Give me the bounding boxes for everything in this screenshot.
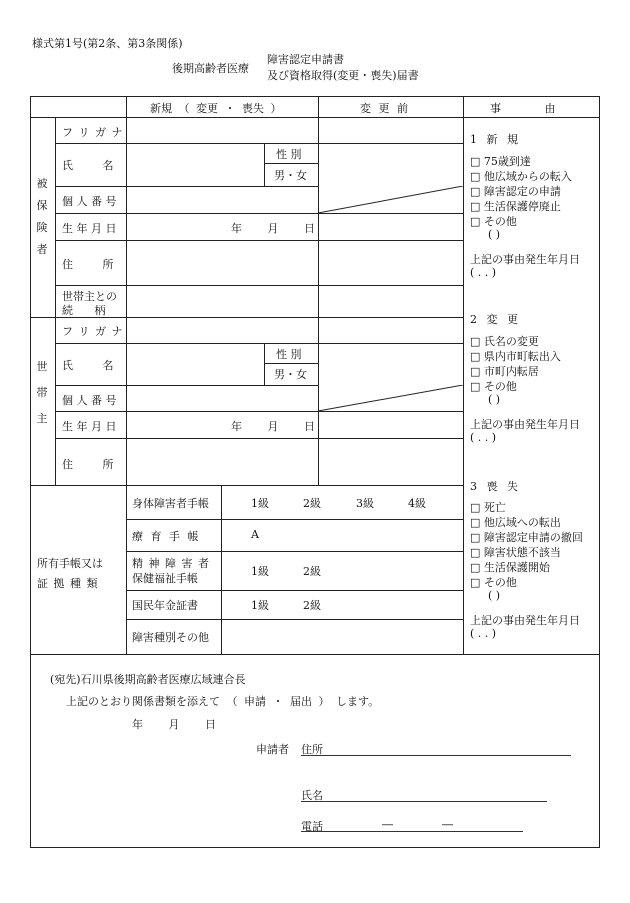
form-title-prefix: 後期高齢者医療: [172, 62, 249, 75]
applicant-address-line[interactable]: [301, 755, 571, 756]
insured-name-label: 氏 名: [62, 159, 114, 172]
cert-row-label2: 保健福祉手帳: [132, 572, 198, 585]
statement: 上記のとおり関係書類を添えて （ 申請 ・ 届出 ） します。: [66, 695, 380, 708]
diagonal-strike-householder: [318, 385, 463, 411]
reason-item[interactable]: □ その他: [470, 215, 517, 228]
householder-furigana-label: フ リ ガ ナ: [62, 325, 124, 338]
applicant-label: 申請者: [256, 743, 289, 756]
insured-birth-format: 年 月 日: [231, 222, 315, 235]
insured-number-label: 個 人 番 号: [62, 195, 117, 208]
cert-row-label: 障害種別その他: [132, 631, 209, 644]
cert-opt: 4級: [408, 497, 426, 510]
insured-relation-label2: 続 柄: [62, 304, 106, 317]
reason-section-loss-title: 3 喪 失: [470, 480, 518, 493]
applicant-name-line[interactable]: [301, 801, 547, 802]
cert-opt: A: [251, 528, 259, 541]
applicant-address-label: 住所: [301, 743, 323, 756]
reason-other-paren: ( ): [488, 589, 501, 602]
diagonal-strike-insured: [318, 186, 463, 213]
householder-address-label: 住 所: [62, 458, 114, 471]
applicant-tel-label: 電話: [301, 820, 323, 833]
reason-item[interactable]: □ 県内市町転出入: [470, 350, 561, 363]
reason-item[interactable]: □ 75歳到達: [470, 155, 531, 168]
cert-opt: 2級: [303, 497, 321, 510]
householder-name-label: 氏 名: [62, 359, 114, 372]
reason-item[interactable]: □ 生活保護停廃止: [470, 200, 561, 213]
cert-row-label: 国民年金証書: [132, 599, 198, 612]
reason-date-format: ( . . ): [470, 431, 497, 444]
cert-row-label: 身体障害者手帳: [132, 497, 209, 510]
cert-opt: 1級: [251, 565, 269, 578]
reason-item[interactable]: □ 他広域からの転入: [470, 170, 572, 183]
cert-opt: 1級: [251, 497, 269, 510]
cert-row-label: 精 神 障 害 者: [132, 557, 209, 570]
insured-gender-label: 性 別: [276, 148, 302, 161]
householder-gender-label: 性 別: [276, 348, 302, 361]
cert-opt: 3級: [356, 497, 374, 510]
reason-item[interactable]: □ 他広域への転出: [470, 516, 561, 529]
reason-item[interactable]: □ 死亡: [470, 501, 506, 514]
certificates-group-label1: 所有手帳又は: [37, 557, 103, 570]
applicant-name-label: 氏名: [301, 789, 323, 802]
insured-birth-label: 生 年 月 日: [62, 222, 117, 235]
reason-date-label: 上記の事由発生年月日: [470, 253, 580, 266]
cert-opt: 1級: [251, 599, 269, 612]
reason-other-paren: ( ): [488, 393, 501, 406]
householder-group-label: 世 帯 主: [36, 360, 48, 425]
form-title-line2: 及び資格取得(変更・喪失)届書: [267, 69, 419, 82]
reason-item[interactable]: □ その他: [470, 380, 517, 393]
column-header-reason: 事 由: [490, 102, 556, 115]
tel-separator: ―: [442, 818, 453, 831]
reason-item[interactable]: □ 障害状態不該当: [470, 546, 561, 559]
reason-date-label: 上記の事由発生年月日: [470, 418, 580, 431]
insured-group-label: 被 保 険 者: [36, 177, 48, 256]
tel-separator: ―: [382, 818, 393, 831]
applicant-tel-line[interactable]: [301, 831, 523, 832]
reason-item[interactable]: □ 障害認定申請の撤回: [470, 531, 583, 544]
form-number: 様式第1号(第2条、第3条関係): [32, 37, 183, 50]
reason-date-label: 上記の事由発生年月日: [470, 614, 580, 627]
householder-birth-label: 生 年 月 日: [62, 420, 117, 433]
insured-gender-value: 男・女: [274, 169, 307, 182]
submission-date: 年 月 日: [132, 718, 216, 731]
reason-section-new-title: 1 新 規: [470, 133, 518, 146]
column-header-before: 変 更 前: [360, 102, 408, 115]
cert-opt: 2級: [303, 565, 321, 578]
reason-date-format: ( . . ): [470, 266, 497, 279]
reason-item[interactable]: □ その他: [470, 576, 517, 589]
householder-gender-value: 男・女: [274, 368, 307, 381]
reason-date-format: ( . . ): [470, 627, 497, 640]
cert-row-label: 療 育 手 帳: [132, 530, 199, 543]
reason-section-change-title: 2 変 更: [470, 313, 518, 326]
householder-number-label: 個 人 番 号: [62, 394, 117, 407]
householder-birth-format: 年 月 日: [231, 420, 315, 433]
certificates-group-label2: 証 拠 種 類: [37, 577, 98, 590]
reason-item[interactable]: □ 障害認定の申請: [470, 185, 561, 198]
addressee: (宛先)石川県後期高齢者医療広域連合長: [50, 673, 246, 686]
form-title-line1: 障害認定申請書: [267, 53, 344, 66]
cert-opt: 2級: [303, 599, 321, 612]
insured-relation-label1: 世帯主との: [62, 290, 117, 303]
reason-item[interactable]: □ 生活保護開始: [470, 561, 550, 574]
reason-item[interactable]: □ 氏名の変更: [470, 335, 539, 348]
column-header-new: 新規 （ 変更 ・ 喪失 ）: [150, 102, 282, 115]
insured-address-label: 住 所: [62, 258, 114, 271]
reason-item[interactable]: □ 市町内転居: [470, 365, 539, 378]
reason-other-paren: ( ): [488, 228, 501, 241]
insured-furigana-label: フ リ ガ ナ: [62, 126, 124, 139]
